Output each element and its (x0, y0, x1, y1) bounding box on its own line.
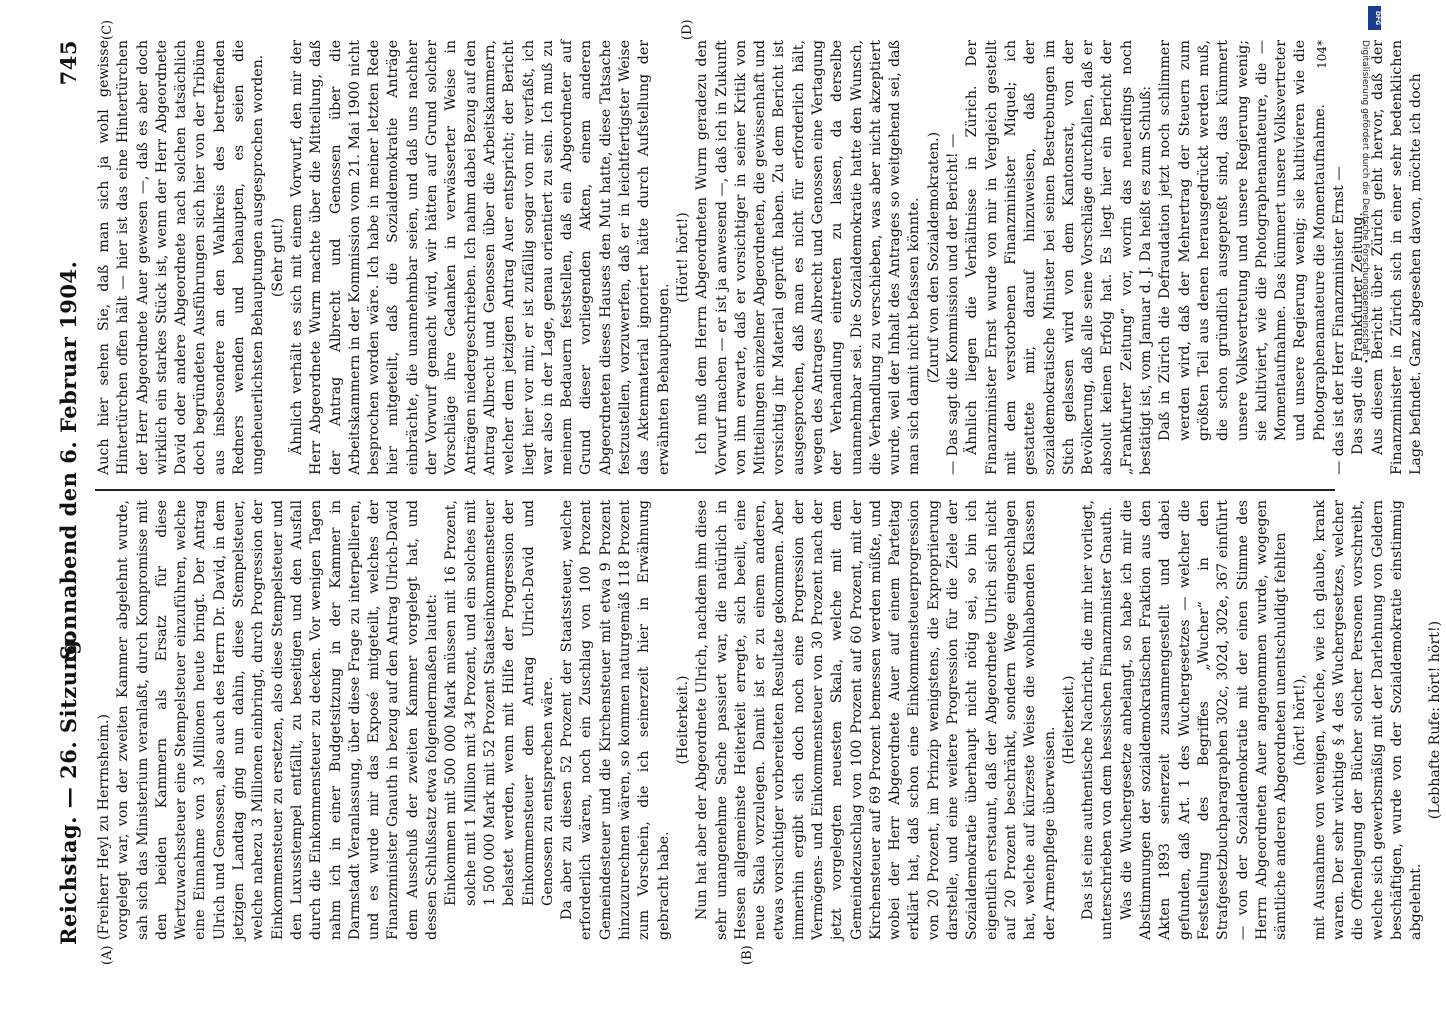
paragraph: — Das sagt die Kommission und der Bericht! — (945, 133, 962, 475)
paragraph: (hört! hört!), (1292, 674, 1309, 766)
header-left: Reichstag. — 26. Sitzung. (56, 631, 81, 945)
paragraph: (Heiterkeit.) (674, 675, 691, 765)
margin-marker-d: (D) (680, 19, 695, 40)
paragraph: Ähnlich verhält es sich mit einem Vorwurf, den mir der Herr Abgeordnete Wurm machte über die Mitteilung, daß der Antrag Albrecht und Genossen über die Arbeitskammern in der Kommission vom 21. Mai 1900 nicht besprochen worden wäre. Ich habe in meiner letzten Rede hier mitgeteilt, daß die Sozialdemokratie Anträge einbrächte, die unannehmbar seien, und daß uns nachher der Vorwurf gemacht wird, wir hätten auf Grund solcher Vorschläge ihre Gedanken in verwässerter Weise in Anträgen niedergeschrieben. Ich nahm dabei Bezug auf den Antrag Albrecht und Genossen über die Arbeitskammern, welcher dem jetzigen Antrag Auer entspricht; der Bericht liegt hier vor mir, er ist zufällig sogar von mir verfaßt, ich war also in der Lage, genau orientiert zu sein. Ich muß zu meinem Bedauern feststellen, daß ein Abgeordneter auf Grund dieser vorliegenden Akten, einem anderen Abgeordneten dieses Hauses den Mut hatte, diese Tatsache festzustellen, vorzuwerfen, daß er in leichtfertigster Weise das Aktenmaterial ignoriert hätte durch Aufstellung der erwähnten Behauptungen. (288, 40, 672, 475)
paragraph: (Heiterkeit.) (1060, 675, 1077, 765)
margin-marker-c: (C) (100, 19, 115, 40)
header-date: Sonnabend den 6. Februar 1904. (56, 260, 81, 660)
paragraph: (Zuruf von den Sozialdemokraten.) (925, 131, 942, 384)
paragraph: Das ist eine authentische Nachricht, die mir hier vorliegt, unterschrieben von dem hessischen Finanzminister Gnauth. (1080, 500, 1116, 940)
signature-mark: 104* (1315, 40, 1329, 69)
paragraph: Auch hier sehen Sie, daß man sich ja wohl gewisse Hintertürchen offen hält — hier ist das eine Hintertürchen der Herr Abgeordnete Auer gewesen —, daß es aber doch wirklich ein starkes Stück ist, wenn der Herr Abgeordnete David oder andere Abgeordnete nach solchen tatsächlich doch begründeten Ausführungen sich hier von der Tribüne aus insbesondere an den Wahlkreis des betreffenden Redners wenden und behaupten, es seien die ungeheuerlichsten Behauptungen ausgesprochen worden. (96, 40, 267, 475)
page-header (50, 40, 90, 945)
paragraph: (Lebhafte Rufe: hört! hört!) (1427, 620, 1444, 820)
paragraph: — das ist der Herr Finanzminister Ernst — (1331, 166, 1347, 475)
dfg-logo: DFG (1368, 6, 1381, 30)
paragraph: Nun hat aber der Abgeordnete Ulrich, nachdem ihm diese sehr unangenehme Sache passiert war, die natürlich in Hessen allgemeinste Heiterkeit erregte, sich beeilt, eine neue Skala vorzulegen. Damit ist er zu einem anderen, etwas vorsichtiger vorbereiteten Resultate gekommen. Aber immerhin ergibt sich doch noch eine Progression der Vermögens- und Einkommensteuer von 30 Prozent nach der jetzt vorgelegten neuesten Skala, welche mit dem Gemeindezuschlag von 100 Prozent auf 60 Prozent, mit der Kirchensteuer auf 69 Prozent bemessen werden müßte, und wobei der Herr Abgeordnete Auer auf einem Parteitag erklärt hat, daß schon eine Einkommensteuerprogression von 20 Prozent, im Prinzip wenigstens, die Expropriierung darstelle, und eine weitere Progression für die Ziele der Sozialdemokratie überhaupt nicht nötig sei, so bin ich eigentlich erstaunt, daß der Abgeordnete Ulrich sich nicht auf 20 Prozent beschränkt, sondern Wege eingeschlagen hat, welche auf kürzeste Weise die wohlhabenden Klassen der Armenpflege überweisen. (694, 500, 1058, 940)
paragraph: (Sehr gut!) (269, 217, 286, 298)
paragraph: Das sagt die Frankfurter Zeitung. (1350, 212, 1367, 455)
column-rule (95, 489, 1335, 491)
paragraph: Was die Wuchergesetze anbelangt, so habe ich mir die Abstimmungen der sozialdemokratischen Fraktion aus den Akten 1893 seinerzeit zusammengestellt und dabei gefunden, daß Art. 1 des Wuchergesetzes — welcher die Feststellung des Begriffes „Wucher“ in den Strafgesetzbuchparagraphen 302c, 302d, 302e, 367 einführt — von der Sozialdemokratie mit der einen Stimme des Herrn Abgeordneten Auer angenommen wurde, wogegen sämtliche anderen Abgeordneten unentschuldigt fehlten (1118, 500, 1290, 940)
margin-marker-b: (B) (740, 945, 755, 965)
digitization-note: Digitalisierung gefördert durch die Deutsche Forschungsgemeinschaft • (1360, 40, 1370, 364)
paragraph: Ähnlich liegen die Verhältnisse in Zürich. Der Finanzminister Ernst wurde von mir in Vergleich gestellt mit dem verstorbenen Finanzminister Miquel; ich gestattete mir, darauf hinzuweisen, daß der sozialdemokratische Minister bei seinen Bestrebungen im Stich gelassen wird von dem Kantonsrat, von der Bevölkerung, daß alle seine Vorschläge durchfallen, daß er absolut keinen Erfolg hat. Es liegt hier ein Bericht der „Frankfurter Zeitung“ vor, worin das neuerdings noch bestätigt ist, vom Januar d. J. Da heißt es zum Schluß: (964, 40, 1155, 475)
left-column (95, 500, 1444, 940)
paragraph: Aus diesem Bericht über Zürich geht hervor, daß der Finanzminister in Zürich sich in einer sehr bedenklichen Lage befindet. Ganz abgesehen davon, möchte ich doch (1369, 40, 1425, 475)
paragraph: Da aber zu diesen 52 Prozent der Staatssteuer, welche erforderlich wären, noch ein Zuschlag von 100 Prozent Gemeindesteuer und die Kirchensteuer mit etwa 9 Prozent hinzuzurechnen wären, so kommen naturgemäß 118 Prozent zum Vorschein, die ich seinerzeit hier in Erwähnung gebracht habe. (559, 500, 672, 940)
paragraph: vorgelegt war, von der zweiten Kammer abgelehnt wurde, sah sich das Ministerium veranlaßt, durch Kompromisse mit den beiden Kammern als Ersatz für diese Wertzuwachssteuer eine Stempelsteuer einzuführen, welche eine Einnahme von 3 Millionen heute bringt. Der Antrag Ulrich und Genossen, also auch des Herrn Dr. David, in dem jetzigen Landtag ging nun dahin, diese Stempelsteuer, welche nahezu 3 Millionen einbringt, durch Progression der Einkommensteuer zu ersetzen, also diese Stempelsteuer und den Luxusstempel entfällt, zu beseitigen und den Ausfall durch die Einkommensteuer zu decken. Vor wenigen Tagen nahm ich in einer Budgetsitzung in der Kammer in Darmstadt Veranlassung, über diese Frage zu interpellieren, und es wurde mir das Exposé mitgeteilt, welches der Finanzminister Gnauth in bezug auf den Antrag Ulrich-David dem Ausschuß der zweiten Kammer vorgelegt hat, und dessen Schlußsatz etwa folgendermaßen lautet: (115, 500, 441, 940)
paragraph: Daß in Zürich die Defraudation jetzt noch schlimmer werden wird, daß der Mehrertrag der Steuern zum größten Teil aus denen herausgedrückt werden muß, die schon gründlich ausgepreßt sind, das kümmert unsere Volksvertretung und unsere Regierung wenig; sie kultiviert, wie die Photographenamateure, die — Momentaufnahme. Das kümmert unsere Volksvertreter und unsere Regierung wenig; sie kultivieren wie die Photographenamateure die Momentaufnahme. (1157, 40, 1328, 441)
paragraph: (Freiherr Heyl zu Herrnsheim.) (96, 714, 112, 940)
page-number: 745 (56, 40, 81, 86)
paragraph: Einkommen mit 500 000 Mark müssen mit 16 Prozent, solche mit 1 Million mit 34 Prozent, und ein solches mit 1 500 000 Mark mit 52 Prozent Staatseinkommensteuer belastet werden, wenn mit Hilfe der Progression der Einkommensteuer dem Antrag Ulrich-David und Genossen zu entsprechen wäre. (443, 500, 556, 906)
paragraph: mit Ausnahme von wenigen, welche, wie ich glaube, krank waren. Der sehr wichtige § 4 des Wuchergesetzes, welcher die Offenlegung der Bücher solcher Personen vorschreibt, welche sich gewerbsmäßig mit der Darlehnung von Geldern beschäftigen, wurde von der Sozialdemokratie einstimmig abgelehnt. (1311, 500, 1425, 940)
paragraph: (Hört! hört!) (674, 212, 691, 303)
margin-marker-a: (A) (100, 945, 115, 965)
paragraph: Ich muß dem Herrn Abgeordneten Wurm geradezu den Vorwurf machen — er ist ja anwesend —, daß ich in Zukunft von ihm erwarte, daß er vorsichtiger in seiner Kritik von Mitteilungen einzelner Abgeordneten, die gewissenhaft und vorsichtig ihr Material geprüft haben. Zu dem Bericht ist ausgesprochen, daß man es nicht für erforderlich hält, wegen des Antrages Albrecht und Genossen eine Vertagung der Verhandlung eintreten zu lassen, da derselbe unannehmbar sei. Die Sozialdemokratie hatte den Wunsch, die Verhandlung zu verschieben, was aber nicht akzeptiert wurde, weil der Inhalt des Antrages so weitgehend sei, daß man sich damit nicht befassen könnte. (694, 40, 923, 475)
